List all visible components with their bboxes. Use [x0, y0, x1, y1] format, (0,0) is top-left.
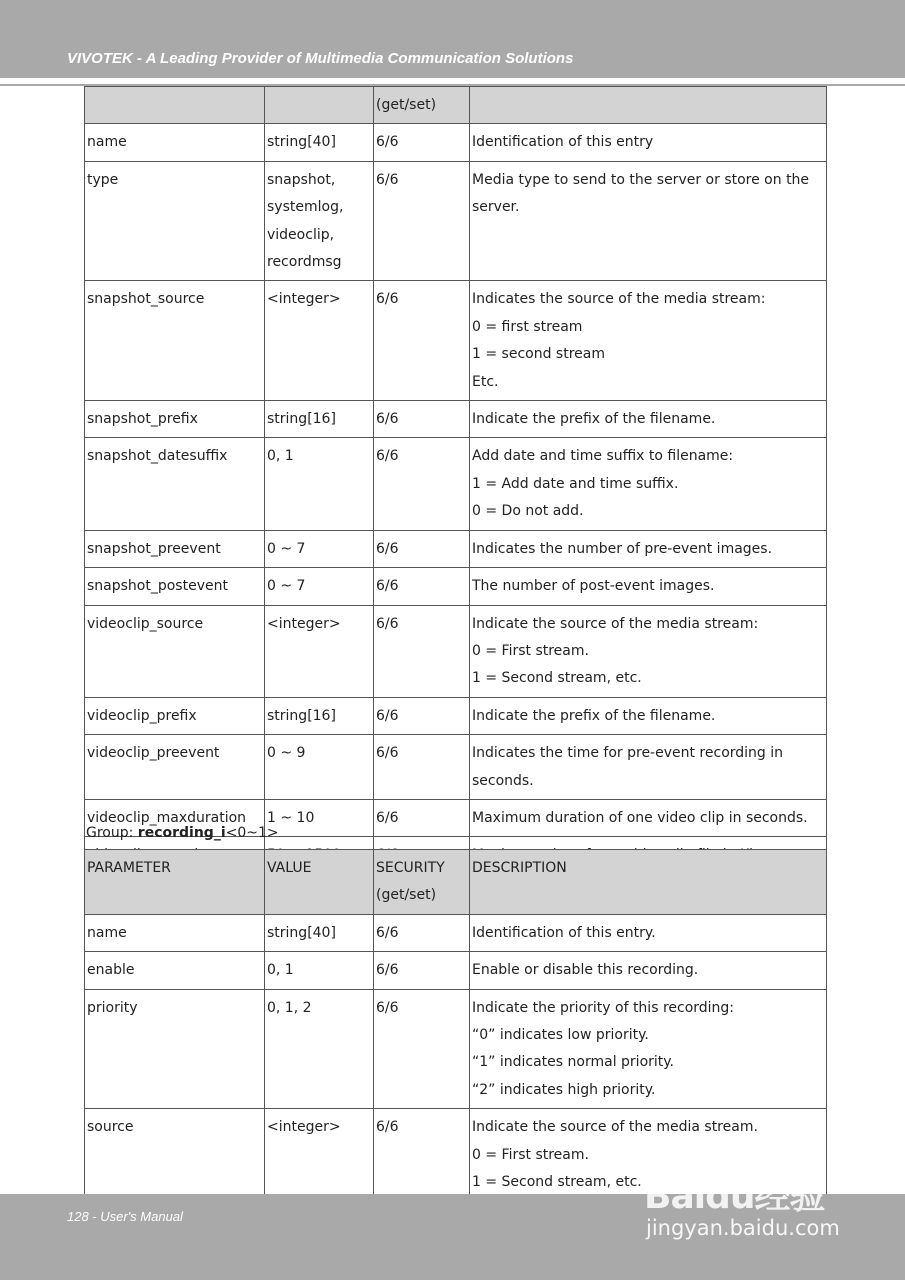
description-cell [470, 989, 827, 1109]
description-cell [470, 124, 827, 161]
security-cell [374, 438, 470, 530]
cell-line: Indicates the source of the media stream: [472, 291, 766, 308]
security-cell [374, 735, 470, 800]
watermark-logo: Baidu经验 [644, 1176, 825, 1217]
group-prefix: Group: [86, 825, 138, 841]
description-cell [470, 735, 827, 800]
value-cell [265, 989, 374, 1109]
cell-line: videoclip_preevent [87, 745, 220, 762]
security-cell [374, 952, 470, 989]
value-cell [265, 87, 374, 124]
value-cell [265, 605, 374, 697]
value-cell [265, 568, 374, 605]
cell-line: server. [472, 199, 520, 216]
cell-line: VALUE [267, 860, 312, 876]
cell-line [87, 92, 262, 119]
security-cell [374, 530, 470, 567]
cell-line: Enable or disable this recording. [472, 962, 699, 979]
cell-line: 0 = Do not add. [472, 503, 584, 520]
baidu-watermark [640, 1148, 860, 1248]
group-suffix: <0~1> [225, 825, 279, 841]
cell-line: systemlog, [267, 199, 344, 216]
cell-line: 0, 1, 2 [267, 999, 312, 1016]
table-row [85, 605, 827, 697]
cell-line: type [87, 171, 119, 188]
description-cell [470, 568, 827, 605]
value-cell [265, 530, 374, 567]
cell-line: <integer> [267, 615, 341, 632]
param-cell [85, 697, 265, 734]
cell-line: 1 = second stream [472, 346, 605, 363]
param-cell [85, 281, 265, 401]
table-row [85, 161, 827, 281]
table-row [85, 530, 827, 567]
cell-line: 1 ~ 10 [267, 809, 315, 826]
cell-line: <integer> [267, 1119, 341, 1136]
value-cell [265, 438, 374, 530]
cell-line: 0 = First stream. [472, 642, 589, 659]
cell-line: source [87, 1119, 134, 1136]
cell-line: 6/6 [376, 540, 399, 557]
security-cell [374, 1109, 470, 1201]
cell-line: Indicates the time for pre-event recording in [472, 745, 784, 762]
cell-line: PARAMETER [87, 860, 171, 876]
cell-line: enable [87, 962, 135, 979]
cell-line: 6/6 [376, 1119, 399, 1136]
cell-line: 6/6 [376, 615, 399, 632]
cell-line: seconds. [472, 772, 534, 789]
cell-line: Indicate the prefix of the filename. [472, 707, 716, 724]
cell-line [472, 92, 824, 119]
cell-line: 6/6 [376, 924, 399, 941]
cell-line: 0, 1 [267, 962, 294, 979]
cell-line: Media type to send to the server or store on the [472, 171, 810, 188]
security-cell [374, 281, 470, 401]
value-cell [265, 914, 374, 951]
table-row [85, 124, 827, 161]
cell-line: videoclip_prefix [87, 707, 197, 724]
cell-line: 6/6 [376, 745, 399, 762]
cell-line: 6/6 [376, 171, 399, 188]
param-cell [85, 989, 265, 1109]
cell-line: The number of post-event images. [472, 578, 715, 595]
cell-line: <integer> [267, 291, 341, 308]
description-cell [470, 952, 827, 989]
cell-line: 6/6 [376, 134, 399, 151]
cell-line: (get/set) [376, 887, 437, 904]
group-name: recording_i [137, 825, 226, 841]
cell-line: 6/6 [376, 411, 399, 428]
cell-line: Indicates the number of pre-event images. [472, 540, 773, 557]
cell-line: snapshot_postevent [87, 578, 228, 595]
cell-line: 0 ~ 9 [267, 745, 306, 762]
value-cell [265, 401, 374, 438]
group-label [86, 825, 279, 841]
parameter-table-media [84, 86, 827, 875]
cell-line [267, 92, 371, 119]
table-row [85, 438, 827, 530]
param-cell [85, 161, 265, 281]
cell-line: videoclip_maxduration [87, 809, 247, 826]
cell-line: name [87, 924, 127, 941]
cell-line: Identification of this entry [472, 134, 654, 151]
table-row [85, 735, 827, 800]
cell-line: string[16] [267, 411, 336, 428]
table-row [85, 87, 827, 124]
description-cell [470, 530, 827, 567]
param-cell [85, 1109, 265, 1201]
cell-line: string[16] [267, 707, 336, 724]
security-cell [374, 124, 470, 161]
cell-line: 0 ~ 7 [267, 540, 306, 557]
description-cell [470, 401, 827, 438]
value-cell [265, 124, 374, 161]
cell-line: snapshot_preevent [87, 540, 221, 557]
cell-line: Maximum duration of one video clip in seconds. [472, 809, 808, 826]
cell-line: string[40] [267, 924, 336, 941]
param-cell [85, 87, 265, 124]
cell-line: name [87, 134, 127, 151]
security-cell [374, 914, 470, 951]
table-row [85, 281, 827, 401]
value-cell [265, 281, 374, 401]
cell-line: 0 = First stream. [472, 1146, 589, 1163]
cell-line: “1” indicates normal priority. [472, 1054, 675, 1071]
cell-line: 6/6 [376, 962, 399, 979]
table-row [85, 401, 827, 438]
security-cell [374, 989, 470, 1109]
cell-line: videoclip, [267, 226, 335, 243]
security-cell [374, 161, 470, 281]
cell-line: 0 ~ 7 [267, 578, 306, 595]
value-cell [265, 735, 374, 800]
description-cell [470, 799, 827, 836]
value-cell [265, 850, 374, 915]
description-cell [470, 438, 827, 530]
cell-line: 0 = first stream [472, 318, 583, 335]
cell-line: snapshot_source [87, 291, 205, 308]
cell-line: snapshot_prefix [87, 411, 198, 428]
cell-line: DESCRIPTION [472, 860, 567, 876]
table-row [85, 989, 827, 1109]
cell-line: 6/6 [376, 999, 399, 1016]
footer-page-label: 128 - User's Manual [67, 1209, 183, 1224]
param-cell [85, 438, 265, 530]
description-cell [470, 850, 827, 915]
cell-line: 6/6 [376, 578, 399, 595]
cell-line: snapshot, [267, 171, 336, 188]
description-cell [470, 87, 827, 124]
value-cell [265, 697, 374, 734]
table-row [85, 952, 827, 989]
cell-line: string[40] [267, 134, 336, 151]
cell-line: “0” indicates low priority. [472, 1027, 649, 1044]
description-cell [470, 697, 827, 734]
cell-line: recordmsg [267, 254, 342, 271]
cell-line: 6/6 [376, 448, 399, 465]
table-row [85, 697, 827, 734]
cell-line: priority [87, 999, 138, 1016]
description-cell [470, 161, 827, 281]
value-cell [265, 1109, 374, 1201]
param-cell [85, 568, 265, 605]
table-row [85, 850, 827, 915]
param-cell [85, 735, 265, 800]
value-cell [265, 161, 374, 281]
param-cell [85, 850, 265, 915]
param-cell [85, 401, 265, 438]
table-row [85, 568, 827, 605]
cell-line: Indicate the priority of this recording: [472, 999, 735, 1016]
param-cell [85, 124, 265, 161]
param-cell [85, 914, 265, 951]
description-cell [470, 605, 827, 697]
param-cell [85, 530, 265, 567]
cell-line: videoclip_source [87, 615, 204, 632]
value-cell [265, 799, 374, 836]
cell-line: Indicate the prefix of the filename. [472, 411, 716, 428]
cell-line: Add date and time suffix to filename: [472, 448, 734, 465]
param-cell [85, 605, 265, 697]
security-cell [374, 850, 470, 915]
param-cell [85, 952, 265, 989]
cell-line: Identification of this entry. [472, 924, 656, 941]
cell-line: Indicate the source of the media stream: [472, 615, 759, 632]
security-cell [374, 697, 470, 734]
security-cell [374, 87, 470, 124]
cell-line: 0, 1 [267, 448, 294, 465]
cell-line: 6/6 [376, 809, 399, 826]
cell-line: 1 = Second stream, etc. [472, 1174, 642, 1191]
cell-line: (get/set) [376, 97, 437, 113]
cell-line: Indicate the source of the media stream. [472, 1119, 758, 1136]
cell-line: snapshot_datesuffix [87, 448, 228, 465]
cell-line: SECURITY [376, 860, 445, 876]
description-cell [470, 914, 827, 951]
cell-line: “2” indicates high priority. [472, 1081, 656, 1098]
watermark-url: jingyan.baidu.com [646, 1216, 840, 1240]
security-cell [374, 605, 470, 697]
table-row [85, 914, 827, 951]
value-cell [265, 952, 374, 989]
security-cell [374, 568, 470, 605]
header-title: VIVOTEK - A Leading Provider of Multimedia Communication Solutions [67, 50, 574, 67]
cell-line: 1 = Add date and time suffix. [472, 475, 679, 492]
cell-line: 6/6 [376, 291, 399, 308]
cell-line: Etc. [472, 373, 499, 390]
security-cell [374, 799, 470, 836]
cell-line: 6/6 [376, 707, 399, 724]
security-cell [374, 401, 470, 438]
cell-line: 1 = Second stream, etc. [472, 670, 642, 687]
description-cell [470, 281, 827, 401]
